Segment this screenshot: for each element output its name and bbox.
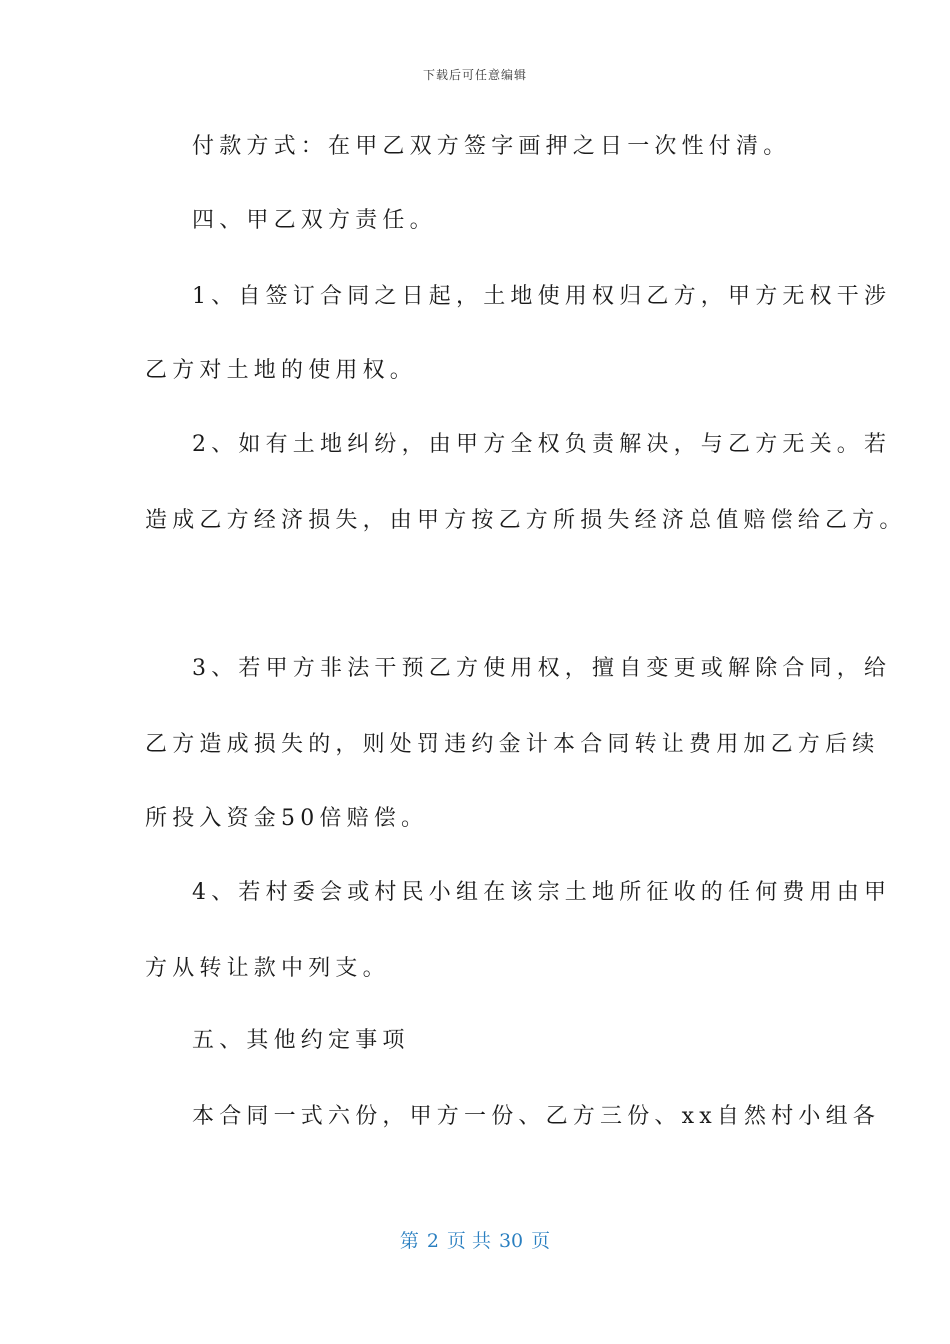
paragraph-line: 3、若甲方非法干预乙方使用权，擅自变更或解除合同，给 — [192, 656, 892, 681]
section-heading: 四、甲乙双方责任。 — [192, 208, 437, 233]
paragraph-line: 付款方式：在甲乙双方签字画押之日一次性付清。 — [192, 134, 791, 159]
paragraph-line: 1、自签订合同之日起，土地使用权归乙方，甲方无权干涉 — [192, 284, 892, 309]
page-footer — [0, 1226, 950, 1253]
paragraph-line: 2、如有土地纠纷，由甲方全权负责解决，与乙方无关。若 — [192, 432, 892, 457]
header-note: 下载后可任意编辑 — [422, 68, 527, 82]
footer-suffix: 页 — [531, 1230, 551, 1252]
paragraph-line: 本合同一式六份，甲方一份、乙方三份、xx自然村小组各 — [192, 1104, 881, 1129]
footer-page-number: 2 — [426, 1230, 439, 1252]
section-heading: 五、其他约定事项 — [192, 1028, 410, 1053]
paragraph-line: 方从转让款中列支。 — [145, 956, 390, 981]
paragraph-line: 所投入资金50倍赔偿。 — [145, 806, 429, 831]
paragraph-line: 乙方造成损失的，则处罚违约金计本合同转让费用加乙方后续 — [145, 732, 880, 757]
paragraph-line: 乙方对土地的使用权。 — [145, 358, 418, 383]
footer-total-pages: 30 — [498, 1230, 524, 1252]
paragraph-line: 4、若村委会或村民小组在该宗土地所征收的任何费用由甲 — [192, 880, 892, 905]
footer-prefix: 第 — [399, 1230, 419, 1252]
paragraph-line: 造成乙方经济损失，由甲方按乙方所损失经济总值赔偿给乙方。 — [145, 508, 907, 533]
footer-middle: 页 共 — [446, 1230, 491, 1252]
